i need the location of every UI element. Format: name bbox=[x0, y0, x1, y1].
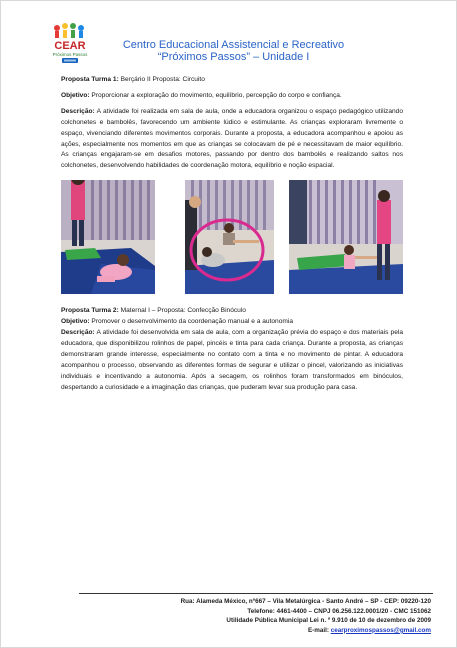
section1-description-text: A atividade foi realizada em sala de aula, onde a educadora organizou o espaço pedagógico utilizando colchonetes e bambolês, favorecendo um ambiente lúdico e estimulante. As crianças exploraram livremente o espaço, vivenciando diferentes movimentos corporais. Durante a proposta, a educadora acompanhou e apoiou as ações, especialmente nos momentos em que as crianças se colocavam de pé e necessitavam de maior equilíbrio. As crianças engajaram-se em desafios motores, passando por dentro dos bambolês e realizando saltos nos colchonetes, desenvolvendo habilidades de coordenação motora, equilíbrio e noção espacial. bbox=[61, 107, 403, 170]
photo-3-image bbox=[289, 180, 403, 294]
section1-proposal-label: Proposta Turma 1: bbox=[61, 76, 119, 83]
section2-description-label: Descrição: bbox=[61, 329, 95, 337]
photo-3 bbox=[289, 180, 403, 294]
page-header bbox=[96, 39, 371, 63]
photo-1-image bbox=[61, 180, 155, 294]
document-body bbox=[61, 75, 403, 394]
photo-row bbox=[61, 180, 403, 296]
footer-email-line bbox=[79, 626, 431, 636]
footer-phone: Telefone: 4461-4400 – CNPJ 06.256.122.0001/20 - CMC 151062 bbox=[247, 607, 431, 615]
footer-utility: Utilidade Pública Municipal Lei n. º 9.910 de 10 de dezembro de 2009 bbox=[226, 617, 431, 625]
section2-objective bbox=[61, 317, 403, 328]
header-title-line1: Centro Educacional Assistencial e Recreativo bbox=[122, 39, 345, 51]
cear-logo bbox=[47, 21, 93, 65]
section2-proposal-value: Maternal I – Proposta: Confecção Binóculo bbox=[120, 307, 246, 315]
section1-proposal bbox=[61, 75, 403, 86]
section2-objective-text: Promover o desenvolvimento da coordenação manual e a autonomia bbox=[91, 318, 294, 326]
header-title-line2: “Próximos Passos” – Unidade I bbox=[157, 51, 310, 63]
footer-email-label: E-mail: bbox=[307, 626, 329, 634]
section2-description bbox=[61, 328, 403, 393]
page-footer bbox=[79, 597, 431, 635]
section1-objective bbox=[61, 91, 403, 102]
photo-1 bbox=[61, 180, 155, 294]
photo-2 bbox=[185, 180, 274, 294]
logo-subtext: Próximos Passos bbox=[52, 52, 88, 57]
section1-description-label: Descrição: bbox=[61, 107, 95, 115]
logo-text: CEAR bbox=[54, 40, 86, 52]
footer-email-link[interactable]: cearproximospassos@gmail.com bbox=[330, 626, 431, 634]
logo-graphic bbox=[47, 21, 93, 65]
section1-objective-label: Objetivo: bbox=[61, 91, 90, 99]
photo-2-image bbox=[185, 180, 274, 294]
section1-objective-text: Proporcionar a exploração do movimento, equilíbrio, percepção do corpo e confiança. bbox=[91, 91, 342, 99]
section2-objective-label: Objetivo: bbox=[61, 318, 90, 326]
section2-description-text: A atividade foi desenvolvida em sala de aula, com a organização prévia do espaço e dos materiais pela educadora, que disponibilizou rolinhos de papel, pincéis e tinta para cada criança. Durante a proposta, as crianças demonstraram grande interesse, especialmente no contato com a tinta e no movimento de pintar. A educadora acompanhou o processo, observando as diferentes formas de segurar e utilizar o pincel, valorizando as iniciativas individuais e incentivando a autonomia. Após a secagem, os rolinhos foram transformados em binóculos, despertando a curiosidade e a imaginação das crianças, que puderam levar sua produção para casa. bbox=[61, 329, 404, 391]
section1-description bbox=[61, 107, 403, 172]
section2-proposal-label: Proposta Turma 2: bbox=[61, 307, 119, 315]
footer-address: Rua: Alameda México, nº667 – Vila Metalúrgica - Santo André – SP - CEP: 09220-120 bbox=[180, 598, 431, 605]
section2-proposal bbox=[61, 306, 403, 317]
section1-proposal-value: Berçário II Proposta: Circuito bbox=[120, 76, 205, 83]
footer-divider bbox=[79, 593, 433, 594]
